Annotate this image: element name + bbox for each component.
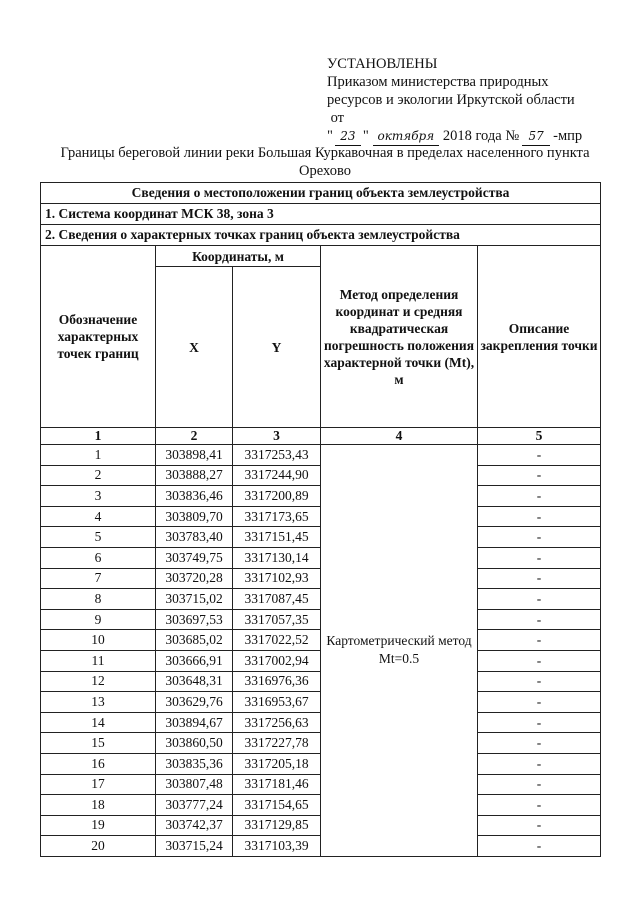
col-x-header: X — [156, 267, 233, 428]
point-x: 303685,02 — [156, 630, 233, 651]
col-description-header: Описание закрепления точки — [478, 246, 601, 428]
point-number: 11 — [41, 650, 156, 671]
point-number: 1 — [41, 445, 156, 466]
approval-heading: УСТАНОВЛЕНЫ — [327, 56, 438, 72]
section-header: Сведения о местоположении границ объекта землеустройства — [41, 183, 601, 204]
point-number: 5 — [41, 527, 156, 548]
document-title: Границы береговой линии реки Большая Куркавочная в пределах населенного пункта Орехово — [60, 145, 590, 179]
point-description: - — [478, 506, 601, 527]
column-number: 1 — [41, 428, 156, 445]
point-x: 303888,27 — [156, 465, 233, 486]
point-y: 3316976,36 — [233, 671, 321, 692]
point-description: - — [478, 609, 601, 630]
point-y: 3317227,78 — [233, 733, 321, 754]
point-description: - — [478, 671, 601, 692]
point-description: - — [478, 712, 601, 733]
point-x: 303809,70 — [156, 506, 233, 527]
coordinate-system: 1. Система координат МСК 38, зона 3 — [41, 204, 601, 225]
point-y: 3317022,52 — [233, 630, 321, 651]
boundary-points-table — [40, 182, 601, 857]
column-number: 3 — [233, 428, 321, 445]
point-x: 303715,02 — [156, 589, 233, 610]
point-x: 303898,41 — [156, 445, 233, 466]
column-number-row — [41, 428, 601, 445]
handwritten-day: 23 — [335, 127, 361, 146]
point-y: 3317256,63 — [233, 712, 321, 733]
point-x: 303648,31 — [156, 671, 233, 692]
point-y: 3317057,35 — [233, 609, 321, 630]
approval-line-ministry: ресурсов и экологии Иркутской области — [327, 92, 575, 108]
approval-year: 2018 года № — [442, 128, 520, 144]
point-x: 303720,28 — [156, 568, 233, 589]
point-number: 18 — [41, 795, 156, 816]
point-y: 3317154,65 — [233, 795, 321, 816]
point-description: - — [478, 589, 601, 610]
point-x: 303629,76 — [156, 692, 233, 713]
point-x: 303742,37 — [156, 815, 233, 836]
handwritten-number: 57 — [522, 127, 550, 146]
col-y-header: Y — [233, 267, 321, 428]
approval-suffix: -мпр — [553, 128, 583, 144]
column-number: 5 — [478, 428, 601, 445]
point-y: 3317200,89 — [233, 486, 321, 507]
point-description: - — [478, 815, 601, 836]
point-number: 6 — [41, 547, 156, 568]
col-method-header: Метод определения координат и средняя квадратическая погрешность положения характерной точки (Mt), м — [321, 246, 478, 428]
point-x: 303836,46 — [156, 486, 233, 507]
point-number: 14 — [41, 712, 156, 733]
point-description: - — [478, 568, 601, 589]
approval-line-order: Приказом министерства природных — [327, 74, 549, 90]
point-number: 13 — [41, 692, 156, 713]
quote-close: " — [362, 128, 369, 144]
point-number: 10 — [41, 630, 156, 651]
point-number: 8 — [41, 589, 156, 610]
col-coords-header: Координаты, м — [156, 246, 321, 267]
point-number: 7 — [41, 568, 156, 589]
point-number: 3 — [41, 486, 156, 507]
point-number: 4 — [41, 506, 156, 527]
point-description: - — [478, 527, 601, 548]
point-description: - — [478, 836, 601, 857]
point-description: - — [478, 547, 601, 568]
point-description: - — [478, 795, 601, 816]
point-description: - — [478, 753, 601, 774]
method-cell: Картометрический метод Mt=0.5 — [321, 445, 478, 857]
point-x: 303860,50 — [156, 733, 233, 754]
point-y: 3316953,67 — [233, 692, 321, 713]
quote-open: " — [327, 128, 333, 144]
point-y: 3317103,39 — [233, 836, 321, 857]
point-description: - — [478, 630, 601, 651]
point-number: 12 — [41, 671, 156, 692]
approval-from-label: от — [330, 110, 345, 126]
point-x: 303835,36 — [156, 753, 233, 774]
handwritten-month: октября — [373, 127, 439, 146]
point-description: - — [478, 650, 601, 671]
point-x: 303749,75 — [156, 547, 233, 568]
point-y: 3317102,93 — [233, 568, 321, 589]
point-x: 303894,67 — [156, 712, 233, 733]
point-number: 20 — [41, 836, 156, 857]
point-y: 3317253,43 — [233, 445, 321, 466]
point-x: 303666,91 — [156, 650, 233, 671]
point-x: 303807,48 — [156, 774, 233, 795]
point-number: 15 — [41, 733, 156, 754]
point-number: 19 — [41, 815, 156, 836]
point-number: 16 — [41, 753, 156, 774]
point-y: 3317002,94 — [233, 650, 321, 671]
point-y: 3317173,65 — [233, 506, 321, 527]
column-number: 4 — [321, 428, 478, 445]
point-y: 3317087,45 — [233, 589, 321, 610]
point-y: 3317244,90 — [233, 465, 321, 486]
points-header: 2. Сведения о характерных точках границ объекта землеустройства — [41, 225, 601, 246]
point-y: 3317129,85 — [233, 815, 321, 836]
col-designation-header: Обозначение характерных точек границ — [41, 246, 156, 428]
point-number: 2 — [41, 465, 156, 486]
point-x: 303783,40 — [156, 527, 233, 548]
point-description: - — [478, 692, 601, 713]
point-x: 303697,53 — [156, 609, 233, 630]
point-x: 303777,24 — [156, 795, 233, 816]
column-number: 2 — [156, 428, 233, 445]
point-y: 3317151,45 — [233, 527, 321, 548]
point-y: 3317205,18 — [233, 753, 321, 774]
approval-line-from — [327, 109, 582, 127]
point-description: - — [478, 465, 601, 486]
point-x: 303715,24 — [156, 836, 233, 857]
point-description: - — [478, 445, 601, 466]
approval-block — [327, 55, 582, 146]
point-description: - — [478, 486, 601, 507]
point-description: - — [478, 774, 601, 795]
table-row — [41, 445, 601, 466]
point-number: 17 — [41, 774, 156, 795]
point-description: - — [478, 733, 601, 754]
point-number: 9 — [41, 609, 156, 630]
point-y: 3317130,14 — [233, 547, 321, 568]
point-y: 3317181,46 — [233, 774, 321, 795]
